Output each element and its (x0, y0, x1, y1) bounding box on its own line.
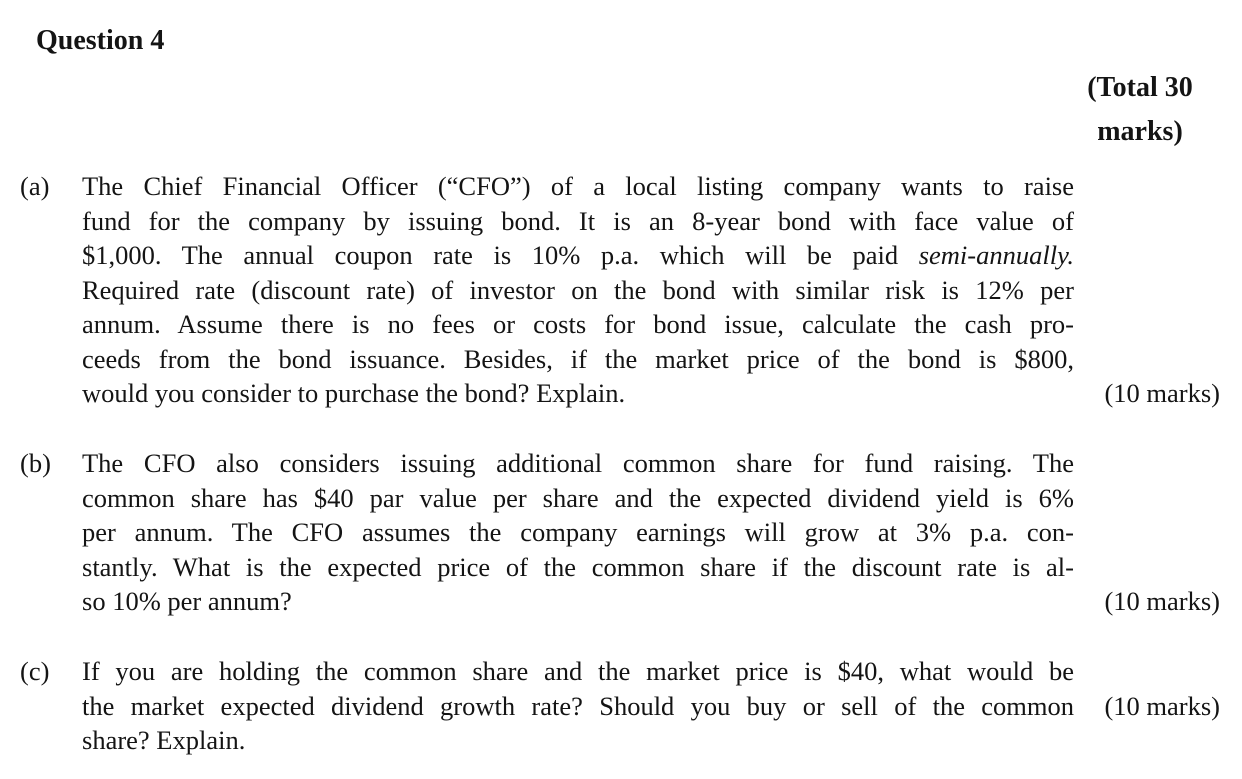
part-b-label: (b) (20, 448, 51, 478)
part-c-line-3: share? Explain. (82, 725, 246, 755)
part-a-marks: (10 marks) (1104, 378, 1220, 408)
part-a-line-1: The Chief Financial Officer (“CFO”) of a local listing company wants to raise (82, 171, 1074, 201)
part-a (20, 169, 1220, 411)
part-c-label: (c) (20, 656, 50, 686)
total-marks-line-2: marks) (1097, 116, 1183, 147)
part-b-marks: (10 marks) (1104, 586, 1220, 616)
part-c-line-1: If you are holding the common share and the market price is $40, what would be (82, 656, 1074, 686)
part-c-marks: (10 marks) (1104, 690, 1220, 721)
part-b (20, 446, 1220, 619)
part-a-label: (a) (20, 171, 50, 201)
part-a-emphasis: semi-annually. (918, 240, 1075, 270)
total-marks (1070, 66, 1210, 154)
part-a-line-3-text: $1,000. The annual coupon rate is 10% p.a. which will be paid (82, 240, 899, 270)
part-a-line-3 (82, 238, 1074, 273)
part-a-line-4: Required rate (discount rate) of investor on the bond with similar risk is 12% per (82, 274, 1074, 305)
part-b-line-5: so 10% per annum? (82, 586, 292, 616)
part-a-line-2: fund for the company by issuing bond. It is an 8-year bond with face value of (82, 205, 1074, 236)
part-a-line-6: ceeds from the bond issuance. Besides, if the market price of the bond is $800, (82, 343, 1074, 374)
total-marks-line-1: (Total 30 (1087, 72, 1193, 103)
part-c (20, 654, 1220, 758)
part-a-line-5: annum. Assume there is no fees or costs for bond issue, calculate the cash pro- (82, 309, 1074, 339)
part-b-line-4: stantly. What is the expected price of the common share if the discount rate is al- (82, 551, 1074, 582)
part-b-line-2: common share has $40 par value per share and the expected dividend yield is 6% (82, 482, 1074, 513)
part-c-line-2: the market expected dividend growth rate? Should you buy or sell of the common (82, 690, 1074, 721)
question-title: Question 4 (36, 25, 165, 56)
part-b-line-1: The CFO also considers issuing additional common share for fund raising. The (82, 448, 1074, 478)
part-b-line-3: per annum. The CFO assumes the company earnings will grow at 3% p.a. con- (82, 517, 1074, 547)
part-a-line-7: would you consider to purchase the bond? Explain. (82, 378, 626, 408)
